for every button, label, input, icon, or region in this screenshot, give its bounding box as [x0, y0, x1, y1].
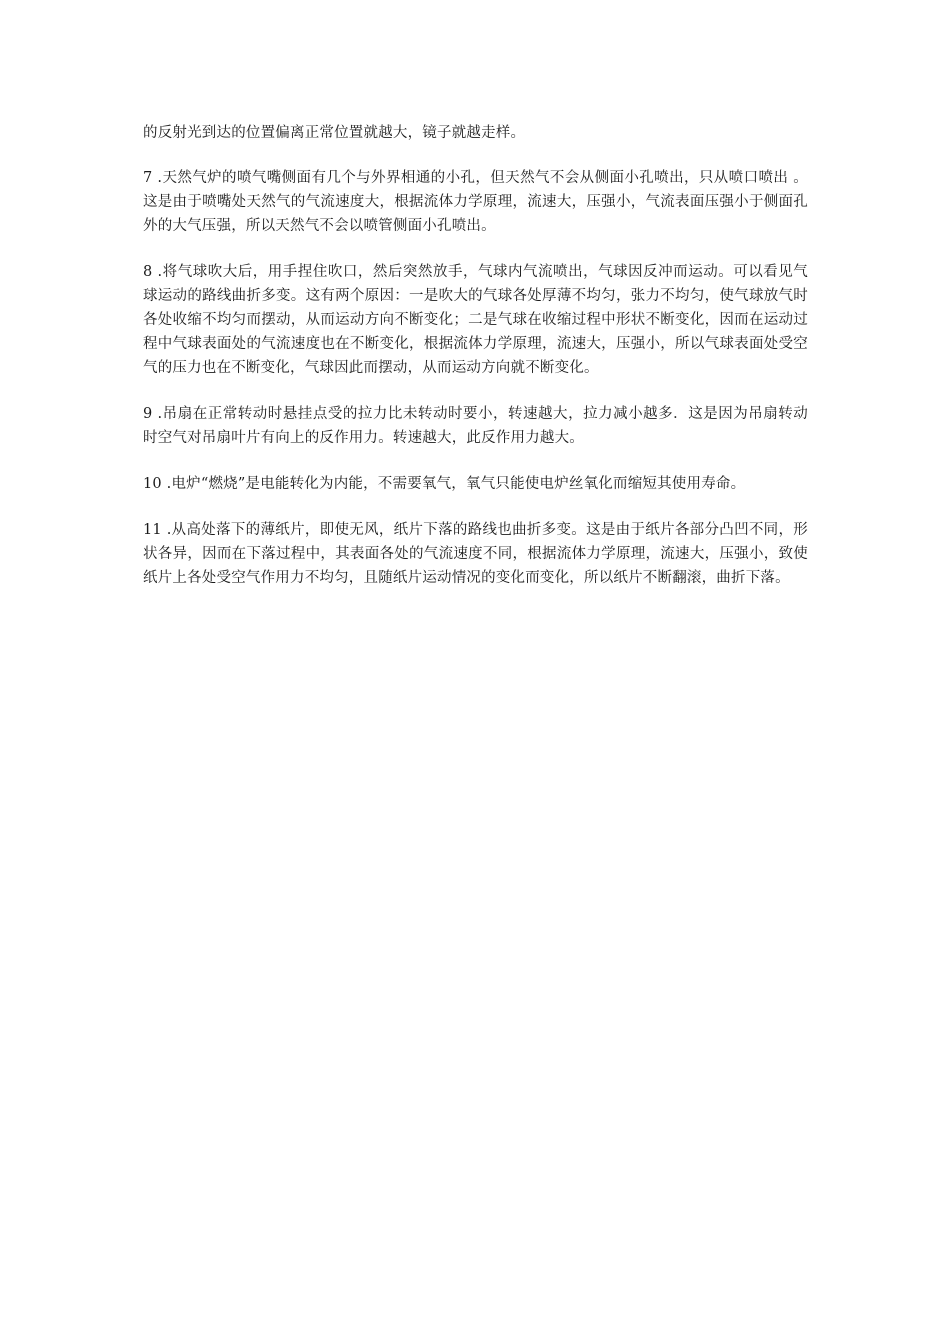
- paragraph-item-9: 9 .吊扇在正常转动时悬挂点受的拉力比未转动时要小，转速越大，拉力减小越多．这是因为吊扇转动时空气对吊扇叶片有向上的反作用力。转速越大，此反作用力越大。: [143, 406, 808, 446]
- paragraph-continuation: 的反射光到达的位置偏离正常位置就越大，镜子就越走样。: [143, 125, 526, 141]
- paragraph-item-11: 11 .从高处落下的薄纸片，即使无风，纸片下落的路线也曲折多变。这是由于纸片各部分凸凹不同，形状各异，因而在下落过程中，其表面各处的气流速度不同，根据流体力学原理，流速大，压强小，致使纸片上各处受空气作用力不均匀，且随纸片运动情况的变化而变化，所以纸片不断翻滚，曲折下落。: [143, 522, 808, 586]
- paragraph-item-7: 7 .天然气炉的喷气嘴侧面有几个与外界相通的小孔，但天然气不会从侧面小孔喷出，只从喷口喷出 。这是由于喷嘴处天然气的气流速度大，根据流体力学原理，流速大，压强小，气流表面压强小于侧面孔外的大气压强，所以天然气不会以喷管侧面小孔喷出。: [143, 170, 808, 234]
- document-body: [143, 121, 808, 612]
- paragraph-item-10: 10 .电炉“燃烧”是电能转化为内能，不需要氧气，氧气只能使电炉丝氧化而缩短其使用寿命。: [143, 476, 746, 492]
- paragraph-item-8: 8 .将气球吹大后，用手捏住吹口，然后突然放手，气球内气流喷出，气球因反冲而运动。可以看见气球运动的路线曲折多变。这有两个原因：一是吹大的气球各处厚薄不均匀，张力不均匀，使气球放气时各处收缩不均匀而摆动，从而运动方向不断变化；二是气球在收缩过程中形状不断变化，因而在运动过程中气球表面处的气流速度也在不断变化，根据流体力学原理，流速大，压强小，所以气球表面处受空气的压力也在不断变化，气球因此而摆动，从而运动方向就不断变化。: [143, 264, 808, 376]
